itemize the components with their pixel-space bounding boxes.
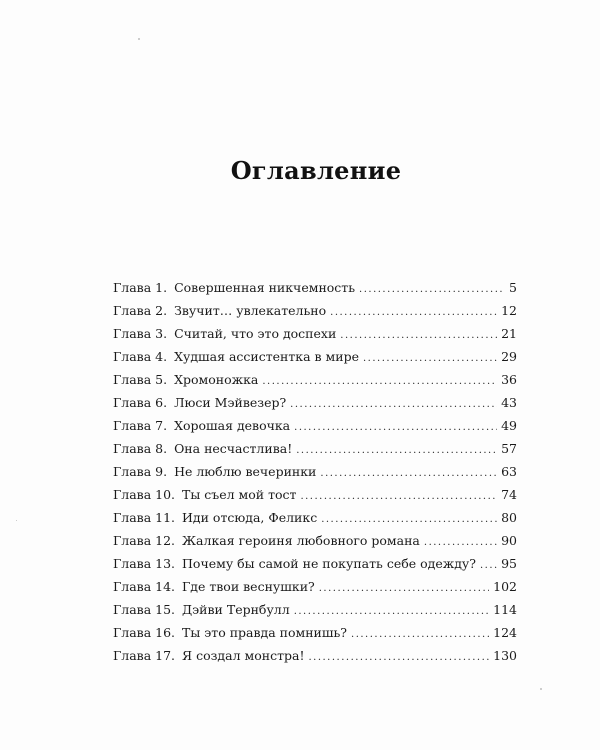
toc-entry xyxy=(113,414,517,437)
toc-entry xyxy=(113,368,517,391)
toc-entry xyxy=(113,276,517,299)
page-number: 36 xyxy=(501,372,517,387)
chapter-label: Глава 3. xyxy=(113,326,168,341)
page-number: 74 xyxy=(501,487,517,502)
toc-entry xyxy=(113,644,517,667)
chapter-label: Глава 16. xyxy=(113,625,176,640)
chapter-title: Иди отсюда, Феликс xyxy=(182,510,318,525)
toc-entry xyxy=(113,621,517,644)
page-number: 102 xyxy=(493,579,517,594)
chapter-title: Считай, что это доспехи xyxy=(174,326,337,341)
chapter-label: Глава 6. xyxy=(113,395,168,410)
dot-leader xyxy=(300,485,497,508)
toc-entry xyxy=(113,575,517,598)
dot-leader xyxy=(294,600,489,623)
page-number: 80 xyxy=(501,510,517,525)
toc-entry xyxy=(113,345,517,368)
toc-entry xyxy=(113,598,517,621)
dot-leader xyxy=(294,416,497,439)
toc-entry xyxy=(113,322,517,345)
dot-leader xyxy=(351,623,489,646)
chapter-title: Ты съел мой тост xyxy=(182,487,297,502)
chapter-title: Не люблю вечеринки xyxy=(174,464,317,479)
chapter-label: Глава 4. xyxy=(113,349,168,364)
chapter-title: Звучит… увлекательно xyxy=(174,303,327,318)
toc-entry xyxy=(113,552,517,575)
dot-leader xyxy=(424,531,497,554)
toc-entry xyxy=(113,391,517,414)
toc-entry xyxy=(113,483,517,506)
chapter-label: Глава 10. xyxy=(113,487,176,502)
toc-entry xyxy=(113,529,517,552)
page-number: 95 xyxy=(501,556,517,571)
page-number: 29 xyxy=(501,349,517,364)
chapter-label: Глава 12. xyxy=(113,533,176,548)
page-number: 12 xyxy=(501,303,517,318)
chapter-title: Хорошая девочка xyxy=(174,418,291,433)
dot-leader xyxy=(330,301,497,324)
chapter-title: Ты это правда помнишь? xyxy=(182,625,348,640)
chapter-title: Где твои веснушки? xyxy=(182,579,315,594)
chapter-title: Я создал монстра! xyxy=(182,648,305,663)
table-of-contents xyxy=(113,276,517,667)
chapter-title: Хромоножка xyxy=(174,372,259,387)
page-number: 43 xyxy=(501,395,517,410)
page-number: 114 xyxy=(493,602,517,617)
chapter-title: Люси Мэйвезер? xyxy=(174,395,287,410)
chapter-label: Глава 13. xyxy=(113,556,176,571)
toc-entry xyxy=(113,299,517,322)
page-title: Оглавление xyxy=(230,156,402,186)
page-number: 57 xyxy=(501,441,517,456)
dot-leader xyxy=(290,393,497,416)
chapter-label: Глава 1. xyxy=(113,280,168,295)
chapter-label: Глава 7. xyxy=(113,418,168,433)
chapter-label: Глава 8. xyxy=(113,441,168,456)
chapter-label: Глава 2. xyxy=(113,303,168,318)
toc-entry xyxy=(113,506,517,529)
dot-leader xyxy=(319,577,489,600)
dot-leader xyxy=(320,462,497,485)
toc-entry xyxy=(113,460,517,483)
dot-leader xyxy=(359,278,505,301)
chapter-title: Совершенная никчемность xyxy=(174,280,356,295)
page-number: 5 xyxy=(509,280,517,295)
chapter-label: Глава 5. xyxy=(113,372,168,387)
scan-speck xyxy=(540,688,542,690)
chapter-title: Дэйви Тернбулл xyxy=(182,602,290,617)
dot-leader xyxy=(308,646,489,669)
page-number: 90 xyxy=(501,533,517,548)
chapter-label: Глава 17. xyxy=(113,648,176,663)
dot-leader xyxy=(296,439,497,462)
chapter-label: Глава 15. xyxy=(113,602,176,617)
page-number: 63 xyxy=(501,464,517,479)
chapter-label: Глава 11. xyxy=(113,510,176,525)
chapter-label: Глава 9. xyxy=(113,464,168,479)
page-number: 130 xyxy=(493,648,517,663)
chapter-title: Жалкая героиня любовного романа xyxy=(182,533,420,548)
chapter-title: Худшая ассистентка в мире xyxy=(174,349,359,364)
dot-leader xyxy=(480,554,497,577)
dot-leader xyxy=(321,508,497,531)
chapter-title: Она несчастлива! xyxy=(174,441,293,456)
dot-leader xyxy=(262,370,497,393)
toc-entry xyxy=(113,437,517,460)
chapter-title: Почему бы самой не покупать себе одежду? xyxy=(182,556,476,571)
chapter-label: Глава 14. xyxy=(113,579,176,594)
dot-leader xyxy=(340,324,497,347)
page-number: 21 xyxy=(501,326,517,341)
page-number: 49 xyxy=(501,418,517,433)
page-number: 124 xyxy=(493,625,517,640)
scan-speck xyxy=(16,520,17,521)
dot-leader xyxy=(363,347,497,370)
scan-speck xyxy=(138,38,140,40)
